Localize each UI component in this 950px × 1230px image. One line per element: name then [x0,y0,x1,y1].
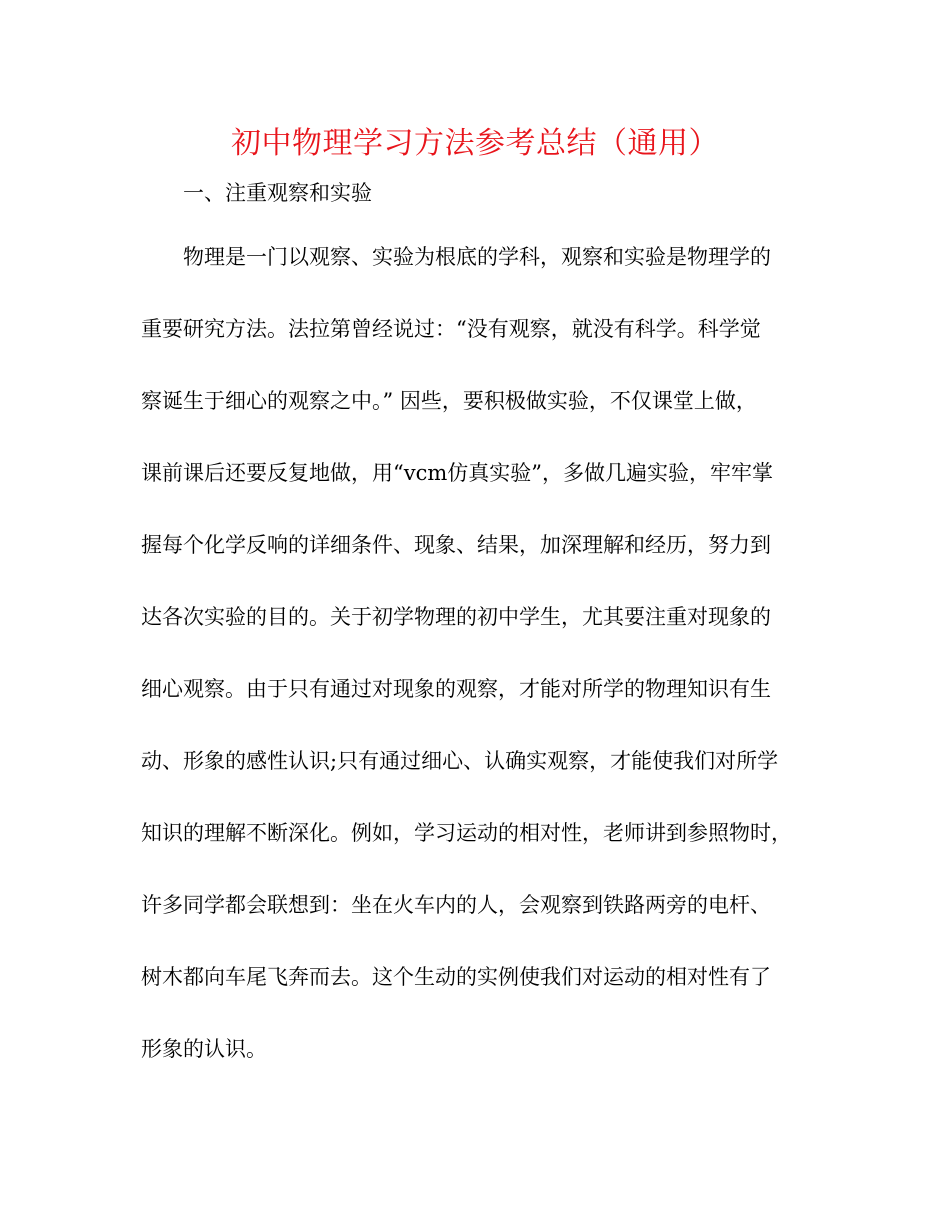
section-heading: 一、注重观察和实验 [183,181,372,205]
document-title: 初中物理学习方法参考总结（通用） [231,126,719,161]
paragraph-line: 许多同学都会联想到：坐在火车内的人，会观察到铁路两旁的电杆、 [141,893,771,917]
paragraph-line: 握每个化学反响的详细条件、现象、结果，加深理解和经历，努力到 [141,533,771,557]
paragraph-line: 细心观察。由于只有通过对现象的观察，才能对所学的物理知识有生 [141,677,771,701]
paragraph-line: 重要研究方法。法拉第曾经说过：“没有观察，就没有科学。科学觉 [141,317,761,341]
paragraph-line: 物理是一门以观察、实验为根底的学科，观察和实验是物理学的 [183,245,771,269]
paragraph-line: 课前课后还要反复地做，用“vcm仿真实验”，多做几遍实验，牢牢掌 [141,461,774,485]
paragraph-line: 树木都向车尾飞奔而去。这个生动的实例使我们对运动的相对性有了 [141,965,771,989]
paragraph-line: 察诞生于细心的观察之中。” 因些，要积极做实验，不仅课堂上做， [141,389,757,413]
paragraph-line: 知识的理解不断深化。例如，学习运动的相对性，老师讲到参照物时， [141,821,792,845]
paragraph-line: 达各次实验的目的。关于初学物理的初中学生，尤其要注重对现象的 [141,605,771,629]
paragraph-line: 动、形象的感性认识;只有通过细心、认确实观察，才能使我们对所学 [141,749,779,773]
paragraph-line: 形象的认识。 [141,1037,267,1061]
